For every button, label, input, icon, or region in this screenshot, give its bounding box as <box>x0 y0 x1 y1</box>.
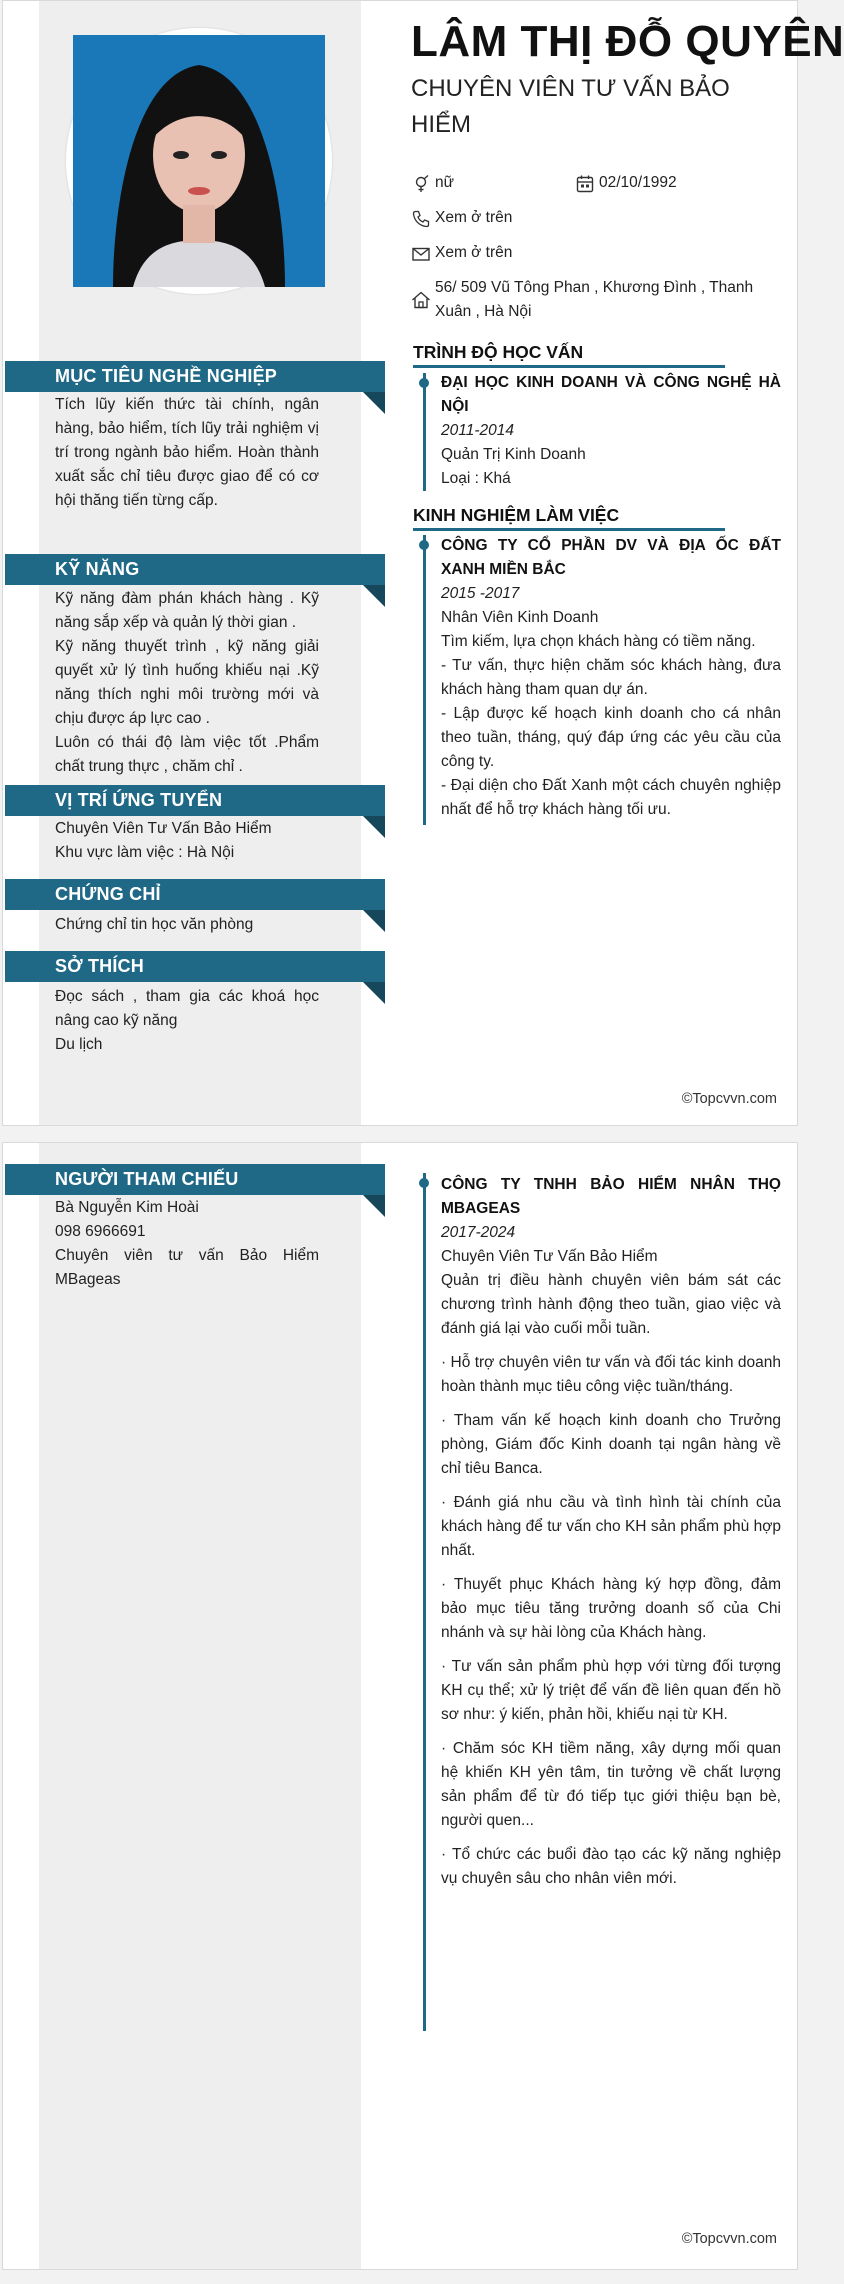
reference-text <box>55 1196 319 1292</box>
position-heading: VỊ TRÍ ỨNG TUYỂN <box>5 785 385 816</box>
phone-value: Xem ở trên <box>435 209 513 226</box>
skills-list <box>55 587 319 779</box>
footer-watermark: ©Topcvvn.com <box>681 2231 777 2247</box>
certificates-text <box>55 913 319 937</box>
skill-line: Luôn có thái độ làm việc tốt .Phẩm chất trung thực , chăm chỉ . <box>55 734 319 775</box>
birthdate-info <box>575 171 775 195</box>
sidebar <box>39 1143 361 2269</box>
email-icon <box>411 244 431 264</box>
certificates-heading-fold <box>363 910 385 932</box>
job-duty: Tìm kiếm, lựa chọn khách hàng có tiềm năng. <box>441 633 756 650</box>
certificate-item: Chứng chỉ tin học văn phòng <box>55 916 254 933</box>
experience-timeline <box>423 535 426 825</box>
skills-heading-fold <box>363 585 385 607</box>
education-timeline-dot <box>419 378 429 388</box>
address-info <box>411 276 761 324</box>
email-info <box>411 241 711 265</box>
experience-entry <box>441 1173 781 1891</box>
job-duty-bullet: · Đánh giá nhu cầu và tình hình tài chính của khách hàng để tư vấn cho KH sản phẩm phù hợp nhất. <box>441 1494 781 1559</box>
skill-line: Kỹ năng thuyết trình , kỹ năng giải quyết xử lý tình huống khiếu nại .Kỹ năng thích nghi môi trường mới và chịu được áp lực cao . <box>55 638 319 727</box>
experience-entry <box>441 534 781 822</box>
position-text <box>55 817 319 865</box>
gender-info <box>411 171 561 195</box>
hobbies-heading-fold <box>363 982 385 1004</box>
avatar <box>66 28 332 294</box>
reference-name: Bà Nguyễn Kim Hoài <box>55 1199 199 1216</box>
footer-watermark: ©Topcvvn.com <box>681 1091 777 1107</box>
objective-heading: MỤC TIÊU NGHỀ NGHIỆP <box>5 361 385 392</box>
reference-phone: 098 6966691 <box>55 1223 146 1240</box>
reference-heading-fold <box>363 1195 385 1217</box>
job-years: 2017-2024 <box>441 1224 516 1241</box>
home-icon <box>411 290 431 310</box>
gender-value: nữ <box>435 174 454 191</box>
experience-heading: KINH NGHIỆM LÀM VIỆC <box>413 505 620 525</box>
objective-heading-fold <box>363 392 385 414</box>
phone-info <box>411 206 711 230</box>
profile-photo <box>73 35 325 287</box>
education-entry <box>441 371 781 491</box>
cv-page-1 <box>2 0 844 1126</box>
education-grade: Loại : Khá <box>441 470 511 487</box>
education-heading-line <box>413 365 725 368</box>
hobbies-heading: SỞ THÍCH <box>5 951 385 982</box>
job-duty-bullet: · Hỗ trợ chuyên viên tư vấn và đối tác kinh doanh hoàn thành mục tiêu công việc tuần/tháng. <box>441 1354 781 1395</box>
job-duty: - Lập được kế hoạch kinh doanh cho cá nhân theo tuần, tháng, quý đáp ứng các yêu cầu của công ty. <box>441 705 781 770</box>
position-area: Khu vực làm việc : Hà Nội <box>55 844 235 861</box>
cv-page-2 <box>2 1142 798 2270</box>
education-years: 2011-2014 <box>441 422 514 439</box>
position-heading-fold <box>363 816 385 838</box>
job-duty-bullet: · Thuyết phục Khách hàng ký hợp đồng, đảm bảo mục tiêu tăng trưởng doanh số của Chi nhánh và sự hài lòng của Khách hàng. <box>441 1576 781 1641</box>
phone-icon <box>411 209 431 229</box>
portrait-image <box>73 35 325 287</box>
email-value: Xem ở trên <box>435 244 513 261</box>
job-years: 2015 -2017 <box>441 585 520 602</box>
job-duty-bullet: · Tham vấn kế hoạch kinh doanh cho Trưởng phòng, Giám đốc Kinh doanh tại ngân hàng về chỉ tiêu Banca. <box>441 1412 781 1477</box>
experience-timeline-dot <box>419 1178 429 1188</box>
skills-heading: KỸ NĂNG <box>5 554 385 585</box>
address-value: 56/ 509 Vũ Tông Phan , Khương Đình , Thanh Xuân , Hà Nội <box>435 279 754 320</box>
job-duty: Quản trị điều hành chuyên viên bám sát các chương trình hành động theo tuần, giao việc và đánh giá lại vào cuối mỗi tuần. <box>441 1272 781 1337</box>
job-duty: - Tư vấn, thực hiện chăm sóc khách hàng, đưa khách hàng tham quan dự án. <box>441 657 781 698</box>
certificates-heading: CHỨNG CHỈ <box>5 879 385 910</box>
job-duty-bullet: · Chăm sóc KH tiềm năng, xây dựng mối quan hệ khiến KH yên tâm, tin tưởng về chất lượng sản phẩm để từ đó tiếp tục giới thiệu bạn bè, người quen... <box>441 1740 781 1829</box>
hobby-item: Du lịch <box>55 1036 103 1053</box>
calendar-icon <box>575 174 595 194</box>
skill-line: Kỹ năng đàm phán khách hàng . Kỹ năng sắp xếp và quản lý thời gian . <box>55 590 319 631</box>
position-role: Chuyên Viên Tư Vấn Bảo Hiểm <box>55 820 272 837</box>
candidate-title: CHUYÊN VIÊN TƯ VẤN BẢO HIỂM <box>411 75 730 138</box>
hobbies-text <box>55 985 319 1057</box>
job-duty-bullet: · Tổ chức các buổi đào tạo các kỹ năng nghiệp vụ chuyên sâu cho nhân viên mới. <box>441 1846 781 1887</box>
job-role: Nhân Viên Kinh Doanh <box>441 609 599 626</box>
reference-heading: NGƯỜI THAM CHIẾU <box>5 1164 385 1195</box>
education-major: Quản Trị Kinh Doanh <box>441 446 586 463</box>
objective-text: Tích lũy kiến thức tài chính, ngân hàng, bảo hiểm, tích lũy trải nghiệm vị trí trong ngành bảo hiểm. Hoàn thành xuất sắc chỉ tiêu được giao để có cơ hội thăng tiến từng cấp. <box>55 396 319 509</box>
experience-timeline <box>423 1173 426 2031</box>
company-name: CÔNG TY TNHH BẢO HIỂM NHÂN THỌ MBAGEAS <box>441 1176 781 1217</box>
school-name: ĐẠI HỌC KINH DOANH VÀ CÔNG NGHỆ HÀ NỘI <box>441 374 781 415</box>
company-name: CÔNG TY CỔ PHẦN DV VÀ ĐỊA ỐC ĐẤT XANH MIỀN BẮC <box>441 537 781 578</box>
job-role: Chuyên Viên Tư Vấn Bảo Hiểm <box>441 1248 658 1265</box>
reference-position: Chuyên viên tư vấn Bảo Hiểm MBageas <box>55 1247 319 1288</box>
candidate-name: LÂM THỊ ĐỖ QUYÊN <box>411 17 844 66</box>
experience-heading-line <box>413 528 725 531</box>
job-duty: - Đại diện cho Đất Xanh một cách chuyên nghiệp nhất để hỗ trợ khách hàng tối ưu. <box>441 777 781 818</box>
birthdate-value: 02/10/1992 <box>599 174 677 191</box>
gender-icon <box>411 174 431 194</box>
experience-timeline-dot <box>419 540 429 550</box>
job-duty-bullet: · Tư vấn sản phẩm phù hợp với từng đối tượng KH cụ thể; xử lý triệt để vấn đề liên quan đến hồ sơ như: ý kiến, phản hồi, khiếu nại từ KH. <box>441 1658 781 1723</box>
education-timeline <box>423 373 426 491</box>
hobby-item: Đọc sách , tham gia các khoá học nâng cao kỹ năng <box>55 988 319 1029</box>
education-heading: TRÌNH ĐỘ HỌC VẤN <box>413 342 584 362</box>
